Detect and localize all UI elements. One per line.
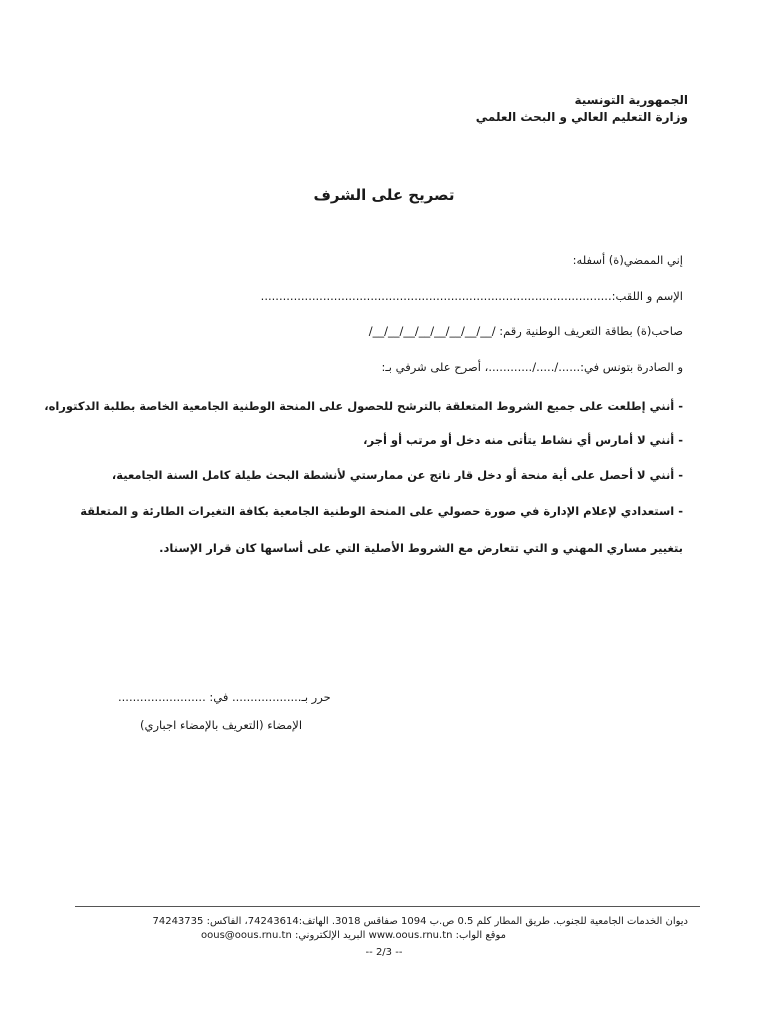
footer-contact: موقع الواب: www.oous.rnu.tn البريد الإلكتروني: oous@oous.rnu.tn [201,930,506,941]
footer-divider [75,906,700,907]
letterhead [476,92,688,126]
statement-eligibility: - أنني إطلعت على جميع الشروط المتعلقة بالترشح للحصول على المنحة الوطنية الجامعية الخاصة بطلبة الدكتوراه، [44,399,683,413]
name-field-line: الإسم و اللقب:................................................................................................ [260,289,683,303]
done-at-line: حرر بـ................... في: ........................ [118,690,331,704]
undersigned-line: إني الممضي(ة) أسفله: [572,253,683,267]
page-number: -- 2/3 -- [365,947,403,958]
document-title: تصريح على الشرف [313,186,455,204]
signature-label: الإمضاء (التعريف بالإمضاء اجباري) [140,718,303,732]
id-card-line: صاحب(ة) بطاقة التعريف الوطنية رقم: /__/__/__/__/__/__/__/__/ [368,324,683,338]
issued-declare-line: و الصادرة بتونس في:....../...../............، أصرح على شرفي بـ: [381,360,683,374]
statement-commitment: - استعدادي لإعلام الإدارة في صورة حصولي على المنحة الوطنية الجامعية بكافة التغيرات الطارئة و المتعلقة [80,504,683,518]
republic-name: الجمهورية التونسية [574,93,688,107]
footer-address: ديوان الخدمات الجامعية للجنوب. طريق المطار كلم 0.5 ص.ب 1094 صفاقس 3018. الهاتف:74243614، الفاكس: 74243735 [152,916,688,927]
statement-no-other-grant: - أنني لا أحصل على أية منحة أو دخل قار ناتج عن ممارستي لأنشطة البحث طيلة كامل السنة الجامعية، [111,468,683,482]
ministry-name: وزارة التعليم العالي و البحث العلمي [475,110,688,124]
statement-commitment-cont: بتغيير مساري المهني و التي تتعارض مع الشروط الأصلية التي على أساسها كان قرار الإسناد. [159,541,683,555]
statement-no-income: - أنني لا أمارس أي نشاط يتأتى منه دخل أو مرتب أو أجر، [363,433,683,447]
